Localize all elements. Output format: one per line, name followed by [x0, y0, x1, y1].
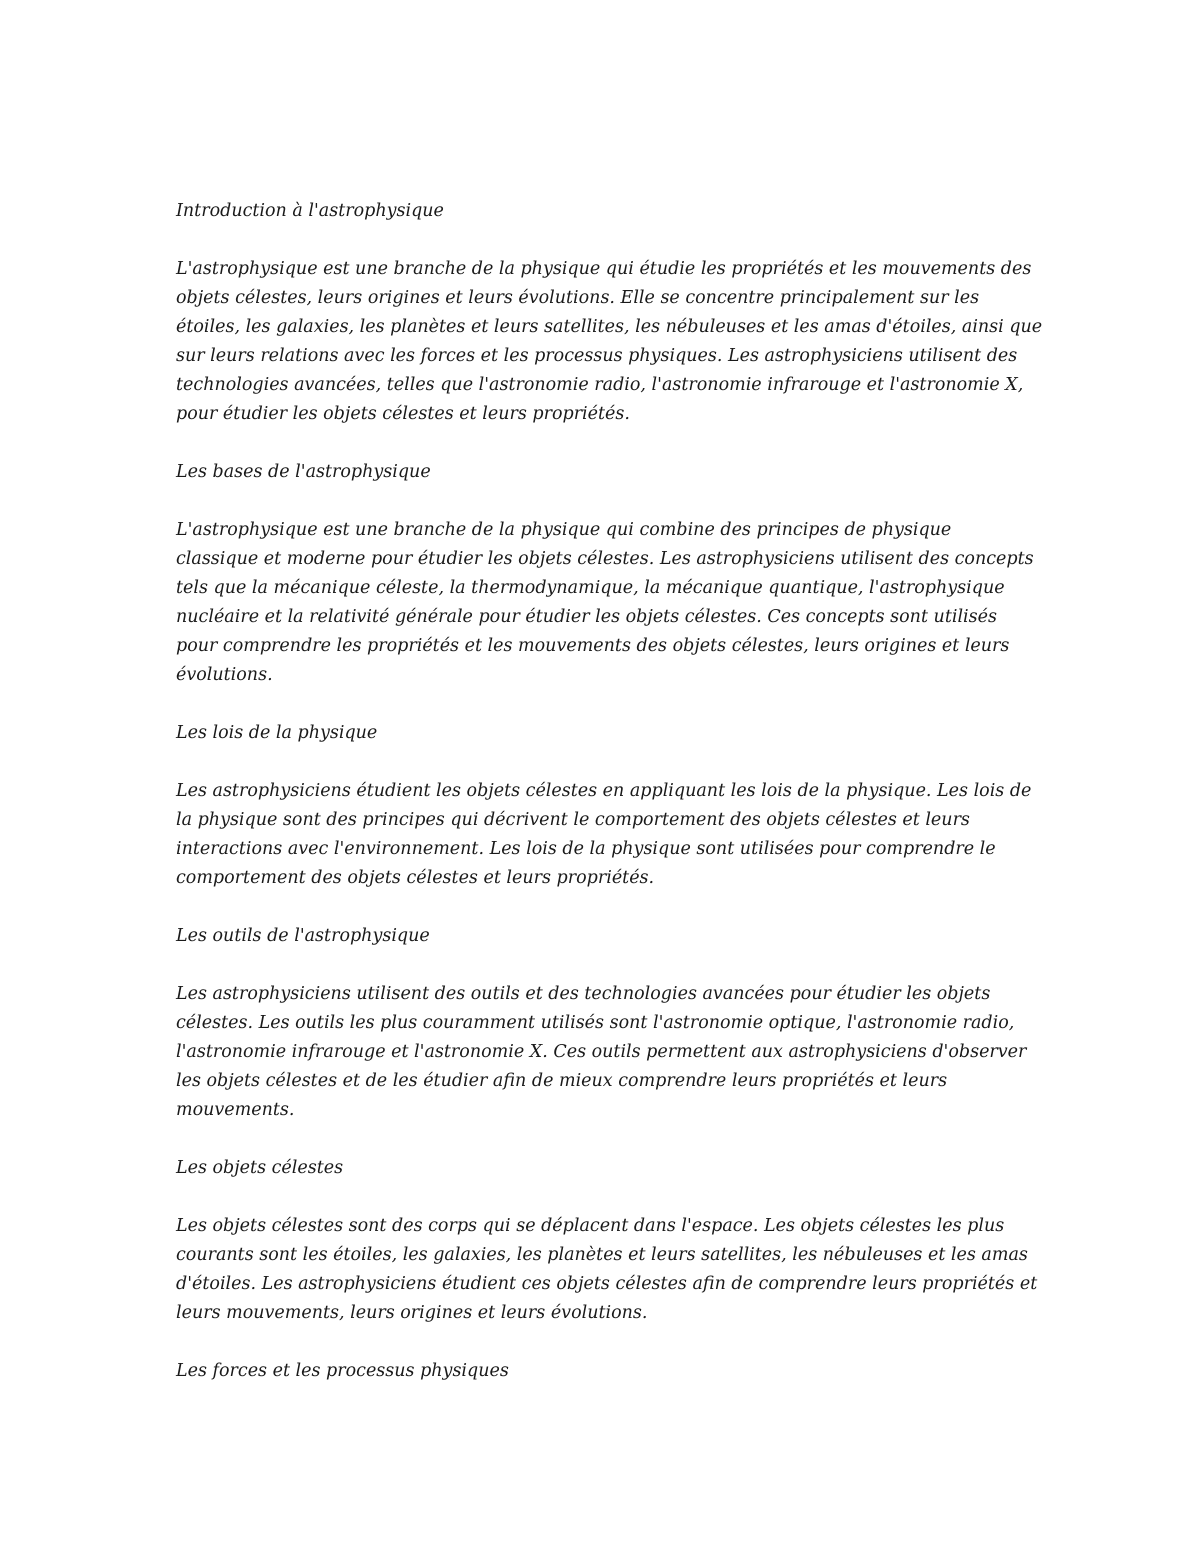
paragraph-line: technologies avancées, telles que l'astronomie radio, l'astronomie infrarouge et l'astronomie X,	[176, 375, 1024, 395]
section-forces	[176, 1357, 1036, 1386]
paragraph-line: Les objets célestes sont des corps qui se déplacent dans l'espace. Les objets célestes les plus	[176, 1216, 1005, 1236]
paragraph	[176, 516, 1036, 690]
paragraph	[176, 1212, 1036, 1328]
paragraph-line: L'astrophysique est une branche de la physique qui étudie les propriétés et les mouvements des	[176, 259, 1032, 279]
paragraph-line: comportement des objets célestes et leurs propriétés.	[176, 868, 655, 888]
paragraph-line: sur leurs relations avec les forces et les processus physiques. Les astrophysiciens utilisent des	[176, 346, 1018, 366]
paragraph-line: évolutions.	[176, 665, 273, 685]
section-heading: Les bases de l'astrophysique	[176, 462, 431, 482]
paragraph-line: l'astronomie infrarouge et l'astronomie X. Ces outils permettent aux astrophysiciens d'observer	[176, 1042, 1027, 1062]
paragraph-line: d'étoiles. Les astrophysiciens étudient ces objets célestes afin de comprendre leurs propriétés et	[176, 1274, 1038, 1294]
section-heading: Introduction à l'astrophysique	[176, 201, 444, 221]
paragraph-line: pour comprendre les propriétés et les mouvements des objets célestes, leurs origines et leurs	[176, 636, 1010, 656]
paragraph-line: classique et moderne pour étudier les objets célestes. Les astrophysiciens utilisent des concepts	[176, 549, 1034, 569]
section-outils	[176, 922, 1036, 1125]
paragraph-line: célestes. Les outils les plus couramment utilisés sont l'astronomie optique, l'astronomie radio,	[176, 1013, 1015, 1033]
section-heading: Les forces et les processus physiques	[176, 1361, 509, 1381]
section-introduction	[176, 197, 1043, 429]
section-heading: Les objets célestes	[176, 1158, 344, 1178]
paragraph-line: Les astrophysiciens utilisent des outils et des technologies avancées pour étudier les objets	[176, 984, 991, 1004]
paragraph-line: mouvements.	[176, 1100, 295, 1120]
paragraph	[176, 980, 1036, 1125]
paragraph-line: la physique sont des principes qui décrivent le comportement des objets célestes et leurs	[176, 810, 970, 830]
section-heading: Les outils de l'astrophysique	[176, 926, 430, 946]
paragraph-line: objets célestes, leurs origines et leurs évolutions. Elle se concentre principalement sur les	[176, 288, 980, 308]
paragraph-line: tels que la mécanique céleste, la thermodynamique, la mécanique quantique, l'astrophysique	[176, 578, 1005, 598]
paragraph-line: les objets célestes et de les étudier afin de mieux comprendre leurs propriétés et leurs	[176, 1071, 948, 1091]
paragraph-line: étoiles, les galaxies, les planètes et leurs satellites, les nébuleuses et les amas d'étoiles, ainsi que	[176, 317, 1043, 337]
paragraph-line: L'astrophysique est une branche de la physique qui combine des principes de physique	[176, 520, 952, 540]
section-lois	[176, 719, 1036, 893]
document-page	[176, 197, 1043, 1415]
paragraph-line: Les astrophysiciens étudient les objets célestes en appliquant les lois de la physique. Les lois de	[176, 781, 1032, 801]
section-bases	[176, 458, 1036, 690]
paragraph	[176, 777, 1036, 893]
paragraph-line: pour étudier les objets célestes et leurs propriétés.	[176, 404, 630, 424]
paragraph-line: nucléaire et la relativité générale pour étudier les objets célestes. Ces concepts sont utilisés	[176, 607, 997, 627]
paragraph	[176, 255, 1043, 429]
section-objets	[176, 1154, 1036, 1328]
paragraph-line: interactions avec l'environnement. Les lois de la physique sont utilisées pour comprendre le	[176, 839, 996, 859]
paragraph-line: courants sont les étoiles, les galaxies, les planètes et leurs satellites, les nébuleuses et les amas	[176, 1245, 1028, 1265]
paragraph-line: leurs mouvements, leurs origines et leurs évolutions.	[176, 1303, 648, 1323]
section-heading: Les lois de la physique	[176, 723, 378, 743]
